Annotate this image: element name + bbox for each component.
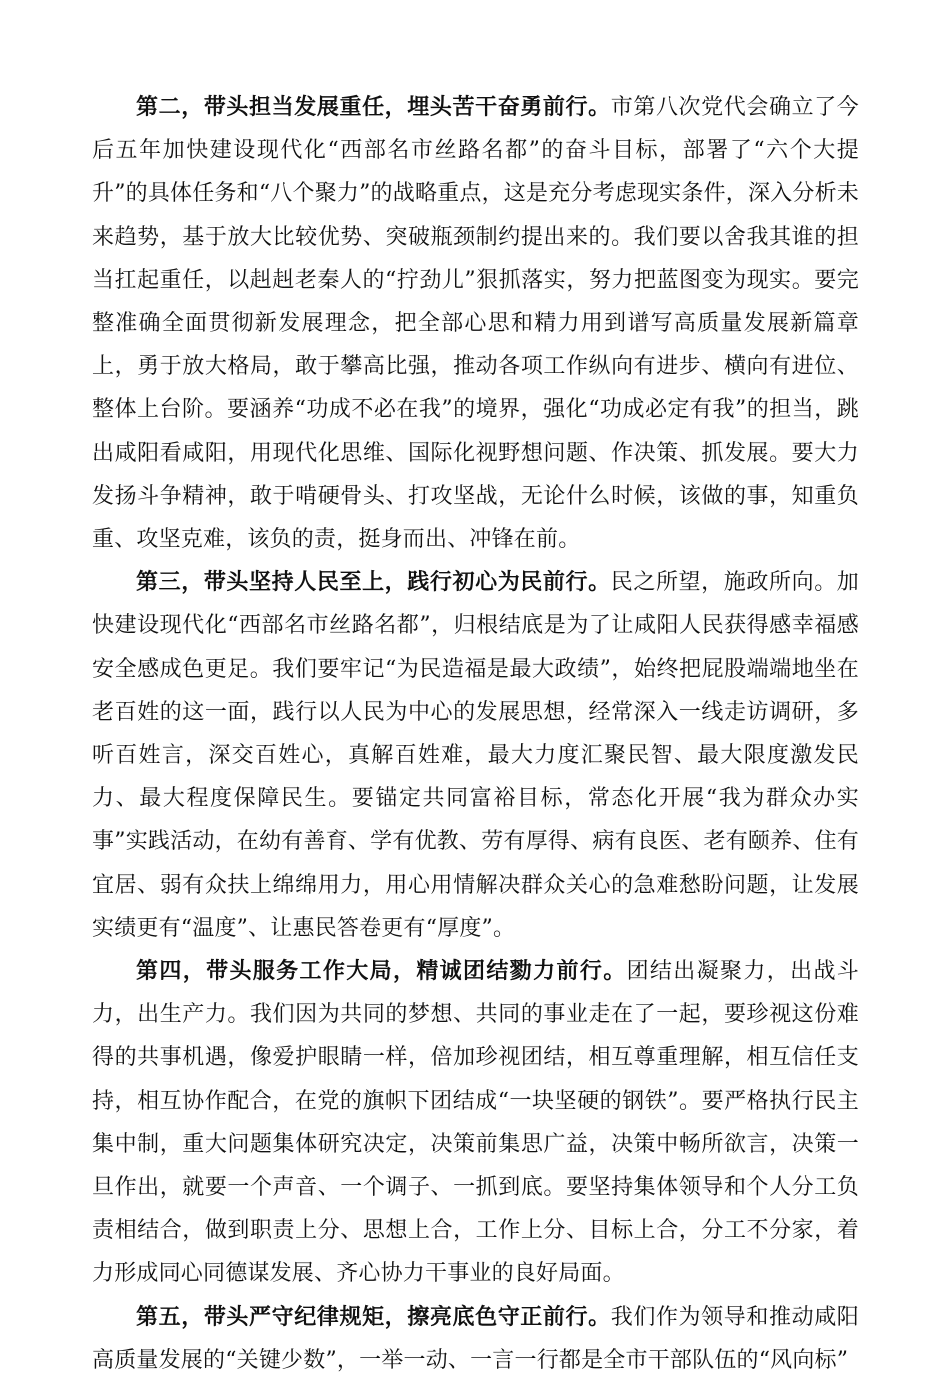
paragraph-lead: 第三，带头坚持人民至上，践行初心为民前行。 — [136, 569, 611, 596]
paragraph-body: 团结出凝聚力，出战斗力，出生产力。我们因为共同的梦想、共同的事业走在了一起，要珍视这份难得的共事机遇，像爱护眼睛一样，倍加珍视团结，相互尊重理解，相互信任支持，相互协作配合，在党的旗帜下团结成“一块坚硬的钢铁”。要严格执行民主集中制，重大问题集体研究决定，决策前集思广益，决策中畅所欲言，决策一旦作出，就要一个声音、一个调子、一抓到底。要坚持集体领导和个人分工负责相结合，做到职责上分、思想上合，工作上分、目标上合，分工不分家，着力形成同心同德谋发展、齐心协力干事业的良好局面。 — [92, 959, 859, 1287]
paragraph-body: 市第八次党代会确立了今后五年加快建设现代化“西部名市丝路名都”的奋斗目标，部署了“六个大提升”的具体任务和“八个聚力”的战略重点，这是充分考虑现实条件，深入分析未来趋势，基于放大比较优势、突破瓶颈制约提出来的。我们要以舍我其谁的担当扛起重任，以赳赳老秦人的“拧劲儿”狠抓落实，努力把蓝图变为现实。要完整准确全面贯彻新发展理念，把全部心思和精力用到谱写高质量发展新篇章上，勇于放大格局，敢于攀高比强，推动各项工作纵向有进步、横向有进位、整体上台阶。要涵养“功成不必在我”的境界，强化“功成必定有我”的担当，跳出咸阳看咸阳，用现代化思维、国际化视野想问题、作决策、抓发展。要大力发扬斗争精神，敢于啃硬骨头、打攻坚战，无论什么时候，该做的事，知重负重、攻坚克难，该负的责，挺身而出、冲锋在前。 — [92, 95, 859, 553]
paragraph-third — [92, 561, 859, 950]
paragraph-fifth — [92, 1296, 859, 1382]
paragraph-second — [92, 86, 859, 561]
paragraph-lead: 第二，带头担当发展重任，埋头苦干奋勇前行。 — [136, 94, 611, 120]
paragraph-body: 民之所望，施政所向。加快建设现代化“西部名市丝路名都”，归根结底是为了让咸阳人民获得感幸福感安全感成色更足。我们要牢记“为民造福是最大政绩”，始终把屁股端端地坐在老百姓的这一面，践行以人民为中心的发展思想，经常深入一线走访调研，多听百姓言，深交百姓心，真解百姓难，最大力度汇聚民智、最大限度激发民力、最大程度保障民生。要锚定共同富裕目标，常态化开展“我为群众办实事”实践活动，在幼有善育、学有优教、劳有厚得、病有良医、老有颐养、住有宜居、弱有众扶上绵绵用力，用心用情解决群众关心的急难愁盼问题，让发展实绩更有“温度”、让惠民答卷更有“厚度”。 — [92, 570, 859, 941]
document-page — [92, 86, 859, 1382]
paragraph-lead: 第四，带头服务工作大局，精诚团结勠力前行。 — [136, 958, 627, 985]
paragraph-lead: 第五，带头严守纪律规矩，擦亮底色守正前行。 — [136, 1303, 611, 1330]
paragraph-fourth — [92, 950, 859, 1296]
paragraph-body: 我们作为领导和推动咸阳高质量发展的“关键少数”，一举一动、一言一行都是全市干部队伍的“风向标” — [92, 1304, 859, 1373]
